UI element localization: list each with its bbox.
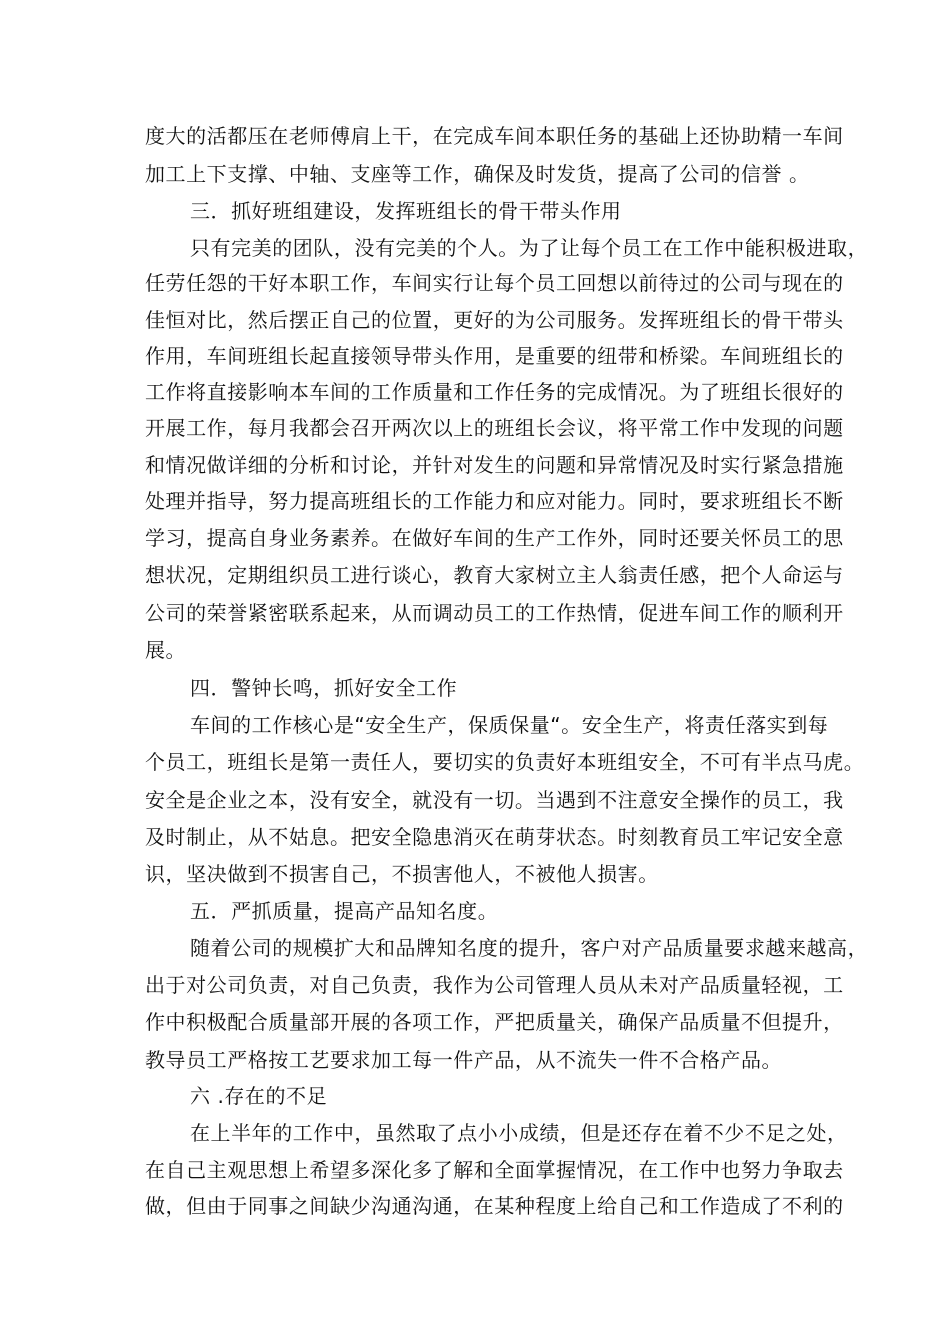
body-text-line: 做，但由于同事之间缺少沟通沟通，在某种程度上给自己和工作造成了不利的 <box>145 1194 844 1218</box>
section-heading: 六 .存在的不足 <box>190 1084 328 1108</box>
body-text-line: 度大的活都压在老师傅肩上干，在完成车间本职任务的基础上还协助精一车间 <box>145 124 844 148</box>
body-text-line: 想状况，定期组织员工进行谈心，教育大家树立主人翁责任感，把个人命运与 <box>145 563 844 587</box>
section-heading: 三．抓好班组建设，发挥班组长的骨干带头作用 <box>190 199 622 223</box>
body-text-line: 在自己主观思想上希望多深化多了解和全面掌握情况，在工作中也努力争取去 <box>145 1158 844 1182</box>
body-text-line: 公司的荣誉紧密联系起来，从而调动员工的工作热情，促进车间工作的顺利开 <box>145 601 844 625</box>
body-text-line: 只有完美的团队，没有完美的个人。为了让每个员工在工作中能积极进取， <box>190 236 869 260</box>
body-text-line: 识，坚决做到不损害自己，不损害他人，不被他人损害。 <box>145 862 659 886</box>
body-text-line: 和情况做详细的分析和讨论，并针对发生的问题和异常情况及时实行紧急措施 <box>145 453 844 477</box>
body-text-line: 作用，车间班组长起直接领导带头作用，是重要的纽带和桥梁。车间班组长的 <box>145 344 844 368</box>
body-text-line: 加工上下支撑、中轴、支座等工作，确保及时发货，提高了公司的信誉 。 <box>145 162 810 186</box>
body-text-line: 作中积极配合质量部开展的各项工作，严把质量关，确保产品质量不但提升， <box>145 1010 844 1034</box>
body-text-line: 处理并指导，努力提高班组长的工作能力和应对能力。同时，要求班组长不断 <box>145 489 844 513</box>
body-text-line: 学习，提高自身业务素养。在做好车间的生产工作外，同时还要关怀员工的思 <box>145 526 844 550</box>
body-text-line: 佳恒对比，然后摆正自己的位置，更好的为公司服务。发挥班组长的骨干带头 <box>145 308 844 332</box>
body-text-line: 随着公司的规模扩大和品牌知名度的提升，客户对产品质量要求越来越高， <box>190 936 869 960</box>
body-text-line: 安全是企业之本，没有安全，就没有一切。当遇到不注意安全操作的员工，我 <box>145 788 844 812</box>
body-text-line: 任劳任怨的干好本职工作，车间实行让每个员工回想以前待过的公司与现在的 <box>145 271 844 295</box>
body-text-line: 教导员工严格按工艺要求加工每一件产品，从不流失一件不合格产品。 <box>145 1048 783 1072</box>
body-text-line: 展。 <box>145 638 187 662</box>
section-heading: 五．严抓质量，提高产品知名度。 <box>190 899 499 923</box>
section-heading: 四．警钟长鸣，抓好安全工作 <box>190 676 458 700</box>
body-text-line: 个员工，班组长是第一责任人，要切实的负责好本班组安全，不可有半点马虎。 <box>145 750 865 774</box>
body-text-line: 车间的工作核心是“安全生产，保质保量“。安全生产，将责任落实到每 <box>190 713 829 737</box>
body-text-line: 开展工作，每月我都会召开两次以上的班组长会议，将平常工作中发现的问题 <box>145 416 844 440</box>
body-text-line: 工作将直接影响本车间的工作质量和工作任务的完成情况。为了班组长很好的 <box>145 380 844 404</box>
body-text-line: 出于对公司负责，对自己负责，我作为公司管理人员从未对产品质量轻视，工 <box>145 973 844 997</box>
body-text-line: 及时制止，从不姑息。把安全隐患消灭在萌芽状态。时刻教育员工牢记安全意 <box>145 825 844 849</box>
body-text-line: 在上半年的工作中，虽然取了点小小成绩，但是还存在着不少不足之处， <box>190 1121 848 1145</box>
